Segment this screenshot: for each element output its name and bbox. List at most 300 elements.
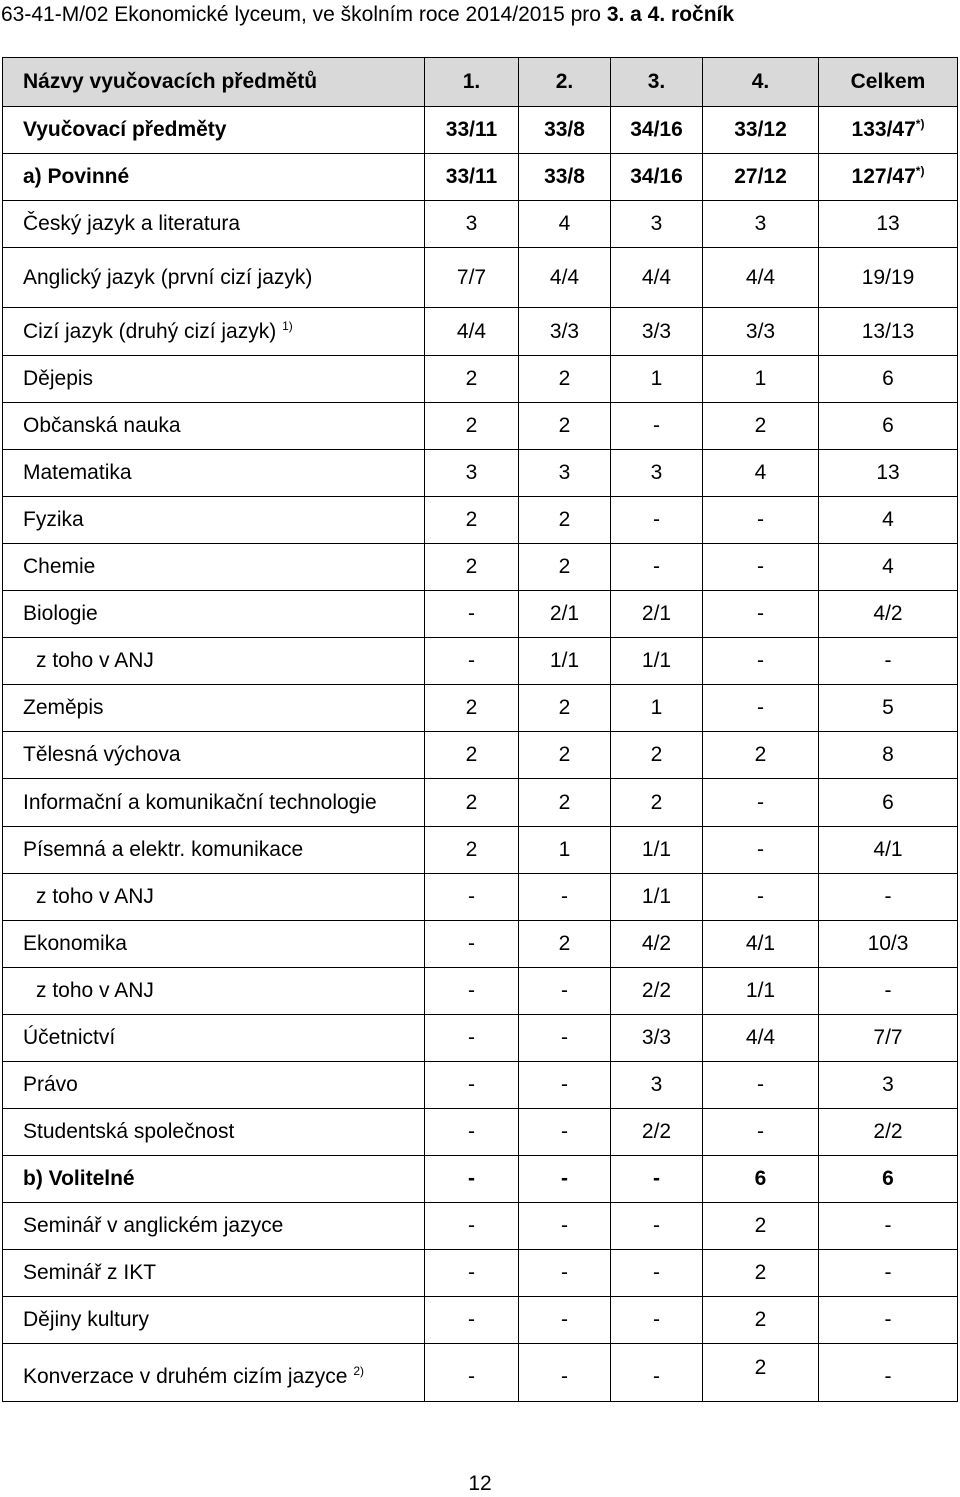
hours-year-4: [703, 1062, 819, 1109]
cell-value: -: [561, 1308, 568, 1331]
cell-value: 8: [882, 743, 894, 766]
table-row: [3, 154, 958, 201]
cell-value: 6: [882, 414, 894, 437]
subject-label: Cizí jazyk (druhý cizí jazyk): [23, 319, 277, 343]
hours-year-4: [703, 107, 819, 154]
subject-label: Tělesná výchova: [23, 743, 181, 766]
cell-value: -: [757, 649, 764, 672]
subject-name: [3, 827, 425, 874]
cell-value: 6: [882, 1167, 894, 1190]
cell-value: -: [561, 979, 568, 1002]
cell-value: 3: [465, 461, 478, 484]
table-row: [3, 248, 958, 308]
cell-value: 34/16: [630, 118, 683, 141]
hours-year-3: [611, 403, 703, 450]
cell-value: 3: [558, 461, 571, 484]
subject-label: a) Povinné: [23, 165, 130, 188]
hours-year-1: [425, 591, 519, 638]
cell-value: 2: [558, 367, 571, 390]
hours-year-3: [611, 544, 703, 591]
table-row: [3, 308, 958, 356]
hours-year-3: [611, 591, 703, 638]
cell-value: -: [653, 1167, 660, 1190]
cell-value: 6: [754, 1167, 767, 1190]
cell-value: 4: [558, 212, 571, 235]
table-header-row: [3, 58, 958, 107]
hours-year-1: [425, 1015, 519, 1062]
cell-value: 2: [558, 790, 571, 814]
cell-value: -: [561, 885, 568, 908]
table-row: [3, 201, 958, 248]
hours-year-1: [425, 732, 519, 779]
cell-value: -: [757, 790, 764, 814]
hours-total: [819, 107, 958, 154]
cell-value: -: [653, 1365, 660, 1388]
cell-value: 1: [650, 696, 663, 719]
cell-value: 2: [754, 1214, 767, 1237]
hours-year-4: [703, 1344, 819, 1402]
hours-year-2: [519, 1297, 611, 1344]
cell-value: 2: [650, 743, 663, 766]
cell-value: 13/13: [861, 319, 915, 343]
hours-year-1: [425, 403, 519, 450]
hours-year-4: [703, 591, 819, 638]
hours-total: [819, 1062, 958, 1109]
hours-year-1: [425, 497, 519, 544]
hours-year-2: [519, 732, 611, 779]
hours-year-3: [611, 356, 703, 403]
cell-value: 4: [882, 555, 894, 578]
hours-total: [819, 497, 958, 544]
cell-value: 7/7: [456, 265, 487, 289]
hours-year-2: [519, 1062, 611, 1109]
cell-value: -: [884, 1261, 892, 1284]
hours-total: [819, 450, 958, 497]
header-total: Celkem: [819, 58, 958, 107]
table-row: [3, 403, 958, 450]
table-row: [3, 827, 958, 874]
hours-year-3: [611, 921, 703, 968]
cell-value: 2/1: [641, 602, 672, 625]
cell-value: 3/3: [549, 319, 580, 343]
cell-value: 4/4: [745, 1026, 776, 1049]
header-year-3: 3.: [611, 58, 703, 107]
subject-name: [3, 544, 425, 591]
hours-year-4: [703, 779, 819, 827]
hours-year-2: [519, 107, 611, 154]
subject-name: [3, 921, 425, 968]
table-row: [3, 732, 958, 779]
subject-name: [3, 968, 425, 1015]
hours-year-1: [425, 1344, 519, 1402]
cell-value: 6: [882, 790, 894, 814]
hours-year-3: [611, 968, 703, 1015]
cell-value: 2/1: [549, 602, 580, 625]
cell-value: -: [561, 1120, 568, 1143]
cell-value: -: [468, 1261, 475, 1284]
subject-name: [3, 591, 425, 638]
hours-total: [819, 779, 958, 827]
hours-total: [819, 248, 958, 308]
subject-name: [3, 308, 425, 356]
subject-label: Český jazyk a literatura: [23, 212, 241, 235]
hours-year-4: [703, 638, 819, 685]
hours-year-2: [519, 450, 611, 497]
hours-year-4: [703, 685, 819, 732]
subject-name: [3, 685, 425, 732]
cell-value: 1: [650, 367, 663, 390]
header-year-2: 2.: [519, 58, 611, 107]
subject-name: [3, 248, 425, 308]
cell-value: 6: [882, 367, 894, 390]
hours-year-1: [425, 1156, 519, 1203]
subject-label: Právo: [23, 1073, 78, 1096]
cell-value: -: [561, 1026, 568, 1049]
subject-name: [3, 1156, 425, 1203]
hours-year-4: [703, 1250, 819, 1297]
cell-value: 2: [465, 367, 478, 390]
cell-value: -: [561, 1365, 568, 1388]
hours-year-3: [611, 308, 703, 356]
hours-year-1: [425, 968, 519, 1015]
hours-year-2: [519, 1109, 611, 1156]
hours-year-2: [519, 356, 611, 403]
subject-label: Ekonomika: [23, 932, 127, 955]
hours-total: [819, 403, 958, 450]
hours-total: [819, 685, 958, 732]
cell-value: 13: [876, 461, 900, 484]
cell-value: 1/1: [641, 649, 672, 672]
cell-value: 7/7: [873, 1026, 903, 1049]
hours-year-4: [703, 874, 819, 921]
cell-value: -: [653, 1261, 660, 1284]
hours-year-2: [519, 497, 611, 544]
header-year-4: 4.: [703, 58, 819, 107]
hours-year-2: [519, 1250, 611, 1297]
cell-value: 4/4: [456, 319, 487, 343]
subject-label: Seminář z IKT: [23, 1261, 157, 1284]
heading-emphasis: 3. a 4. ročník: [606, 3, 735, 26]
hours-year-1: [425, 356, 519, 403]
cell-value: 33/8: [544, 118, 585, 141]
footnote-marker: *): [915, 117, 925, 131]
subject-name: [3, 1015, 425, 1062]
hours-year-2: [519, 308, 611, 356]
cell-value: 3/3: [641, 319, 672, 343]
table-row: [3, 1156, 958, 1203]
hours-year-1: [425, 779, 519, 827]
hours-year-4: [703, 968, 819, 1015]
footnote-marker: *): [915, 164, 925, 178]
hours-year-4: [703, 1109, 819, 1156]
cell-value: 1: [754, 367, 767, 390]
hours-total: [819, 1344, 958, 1402]
cell-value: 19/19: [861, 265, 915, 289]
cell-value: 1: [558, 838, 571, 861]
cell-value: 5: [882, 696, 894, 719]
hours-year-4: [703, 201, 819, 248]
hours-total: [819, 968, 958, 1015]
cell-value: 1/1: [549, 649, 580, 672]
cell-value: 4/1: [873, 838, 903, 861]
cell-value: 3: [650, 212, 663, 235]
subject-label: Matematika: [23, 461, 132, 484]
footnote-marker: 1): [282, 318, 293, 333]
cell-value: -: [757, 1073, 764, 1096]
cell-value: 1/1: [641, 838, 672, 861]
cell-value: -: [757, 602, 764, 625]
cell-value: 2: [465, 790, 478, 814]
footnote-marker: 2): [353, 1364, 364, 1378]
hours-total: [819, 1156, 958, 1203]
subject-label: Písemná a elektr. komunikace: [23, 838, 304, 861]
hours-year-3: [611, 154, 703, 201]
cell-value: 127/47: [851, 165, 916, 188]
cell-value: 3: [650, 1073, 663, 1096]
table-row: [3, 685, 958, 732]
cell-value: 3/3: [641, 1026, 672, 1049]
hours-total: [819, 1109, 958, 1156]
cell-value: -: [757, 696, 764, 719]
hours-year-1: [425, 1250, 519, 1297]
cell-value: 3: [882, 1073, 894, 1096]
hours-year-3: [611, 1344, 703, 1402]
subject-label: b) Volitelné: [23, 1167, 135, 1190]
cell-value: 2: [465, 696, 478, 719]
hours-year-3: [611, 638, 703, 685]
hours-total: [819, 591, 958, 638]
table-row: [3, 1297, 958, 1344]
cell-value: -: [757, 1120, 764, 1143]
hours-year-1: [425, 248, 519, 308]
hours-year-4: [703, 356, 819, 403]
hours-year-2: [519, 874, 611, 921]
subject-name: [3, 1109, 425, 1156]
hours-year-1: [425, 1297, 519, 1344]
hours-total: [819, 1250, 958, 1297]
cell-value: -: [468, 602, 475, 625]
subject-name: [3, 201, 425, 248]
subject-label: z toho v ANJ: [36, 649, 154, 672]
hours-year-3: [611, 685, 703, 732]
cell-value: -: [757, 838, 764, 861]
cell-value: 4: [882, 508, 894, 531]
cell-value: 34/16: [630, 165, 683, 188]
cell-value: 4: [754, 461, 767, 484]
cell-value: 2: [558, 743, 571, 766]
cell-value: -: [884, 1308, 892, 1331]
cell-value: -: [653, 555, 660, 578]
header-subjects: Názvy vyučovacích předmětů: [3, 58, 425, 107]
hours-total: [819, 874, 958, 921]
cell-value: 2: [558, 696, 571, 719]
subject-label: Seminář v anglickém jazyce: [23, 1214, 284, 1237]
cell-value: 33/8: [544, 165, 585, 188]
subject-label: Zeměpis: [23, 696, 104, 719]
cell-value: -: [653, 1308, 660, 1331]
table-row: [3, 1203, 958, 1250]
cell-value: 2: [754, 1356, 767, 1379]
cell-value: 2: [754, 1308, 767, 1331]
hours-year-1: [425, 685, 519, 732]
cell-value: -: [757, 555, 764, 578]
hours-year-1: [425, 1109, 519, 1156]
cell-value: 2: [465, 555, 478, 578]
table-row: [3, 1250, 958, 1297]
hours-year-4: [703, 1015, 819, 1062]
subject-label: Anglický jazyk (první cizí jazyk): [23, 265, 313, 289]
hours-total: [819, 732, 958, 779]
subject-name: [3, 779, 425, 827]
subject-label: Konverzace v druhém cizím jazyce: [23, 1365, 348, 1388]
cell-value: 2: [650, 790, 663, 814]
subject-name: [3, 356, 425, 403]
subject-name: [3, 638, 425, 685]
subject-name: [3, 1062, 425, 1109]
cell-value: -: [468, 1167, 475, 1190]
hours-year-2: [519, 201, 611, 248]
cell-value: -: [468, 1214, 475, 1237]
hours-year-3: [611, 201, 703, 248]
hours-year-1: [425, 1062, 519, 1109]
cell-value: -: [561, 1214, 568, 1237]
cell-value: 2/2: [641, 1120, 672, 1143]
hours-year-3: [611, 1156, 703, 1203]
subject-name: [3, 497, 425, 544]
hours-year-3: [611, 1015, 703, 1062]
cell-value: 1/1: [745, 979, 776, 1002]
cell-value: 133/47: [851, 118, 916, 141]
cell-value: -: [468, 1365, 475, 1388]
hours-year-2: [519, 779, 611, 827]
subject-label: Biologie: [23, 602, 98, 625]
subject-name: [3, 732, 425, 779]
hours-year-1: [425, 450, 519, 497]
cell-value: 33/12: [734, 118, 787, 141]
cell-value: 13: [876, 212, 900, 235]
cell-value: 3: [465, 212, 478, 235]
cell-value: -: [468, 885, 475, 908]
cell-value: 2: [754, 743, 767, 766]
hours-year-2: [519, 921, 611, 968]
hours-year-4: [703, 732, 819, 779]
hours-year-1: [425, 308, 519, 356]
cell-value: 33/11: [445, 165, 498, 188]
subject-name: [3, 403, 425, 450]
subject-label: Fyzika: [23, 508, 84, 531]
cell-value: 2: [558, 508, 571, 531]
cell-value: 2: [558, 555, 571, 578]
hours-year-4: [703, 403, 819, 450]
cell-value: 2: [465, 743, 478, 766]
cell-value: -: [468, 1073, 475, 1096]
table-body: [3, 107, 958, 1402]
cell-value: 27/12: [734, 165, 787, 188]
subject-label: z toho v ANJ: [36, 885, 154, 908]
table-row: [3, 921, 958, 968]
cell-value: -: [884, 1365, 892, 1388]
hours-total: [819, 1203, 958, 1250]
subject-name: [3, 1250, 425, 1297]
cell-value: 2/2: [641, 979, 672, 1002]
hours-year-3: [611, 1297, 703, 1344]
cell-value: 3: [650, 461, 663, 484]
hours-year-2: [519, 403, 611, 450]
subject-label: Dějiny kultury: [23, 1308, 150, 1331]
hours-year-3: [611, 248, 703, 308]
subject-name: [3, 1297, 425, 1344]
subject-label: Vyučovací předměty: [23, 118, 227, 141]
cell-value: 2: [754, 1261, 767, 1284]
cell-value: 2: [465, 508, 478, 531]
table-row: [3, 779, 958, 827]
subject-label: z toho v ANJ: [36, 979, 154, 1002]
hours-year-3: [611, 1203, 703, 1250]
hours-total: [819, 1297, 958, 1344]
subject-label: Občanská nauka: [23, 414, 181, 437]
hours-total: [819, 1015, 958, 1062]
subject-label: Chemie: [23, 555, 96, 578]
hours-year-1: [425, 154, 519, 201]
cell-value: 4/2: [641, 932, 672, 955]
cell-value: -: [561, 1261, 568, 1284]
hours-year-4: [703, 1297, 819, 1344]
curriculum-table: [2, 57, 958, 1402]
cell-value: 4/2: [873, 602, 903, 625]
hours-year-3: [611, 779, 703, 827]
table-row: [3, 544, 958, 591]
cell-value: -: [561, 1167, 568, 1190]
table-row: [3, 874, 958, 921]
hours-year-3: [611, 1250, 703, 1297]
subject-name: [3, 1344, 425, 1402]
hours-year-4: [703, 154, 819, 201]
cell-value: -: [757, 885, 764, 908]
hours-year-4: [703, 308, 819, 356]
hours-total: [819, 356, 958, 403]
cell-value: -: [561, 1073, 568, 1096]
header-year-1: 1.: [425, 58, 519, 107]
cell-value: -: [653, 414, 660, 437]
hours-total: [819, 638, 958, 685]
hours-year-2: [519, 968, 611, 1015]
hours-total: [819, 308, 958, 356]
cell-value: -: [884, 979, 892, 1002]
heading-prefix: 63-41-M/02 Ekonomické lyceum, ve školním roce 2014/2015 pro: [1, 3, 607, 26]
cell-value: -: [653, 508, 660, 531]
cell-value: 2: [558, 932, 571, 955]
cell-value: 1/1: [641, 885, 672, 908]
table-row: [3, 356, 958, 403]
hours-year-2: [519, 1344, 611, 1402]
hours-year-2: [519, 154, 611, 201]
cell-value: 2/2: [873, 1120, 903, 1143]
hours-year-3: [611, 874, 703, 921]
hours-year-2: [519, 248, 611, 308]
hours-year-2: [519, 1015, 611, 1062]
hours-year-1: [425, 544, 519, 591]
hours-year-3: [611, 450, 703, 497]
cell-value: -: [884, 1214, 892, 1237]
subject-name: [3, 154, 425, 201]
hours-total: [819, 154, 958, 201]
hours-year-3: [611, 1109, 703, 1156]
cell-value: 10/3: [867, 932, 909, 955]
hours-total: [819, 827, 958, 874]
hours-total: [819, 544, 958, 591]
hours-year-1: [425, 1203, 519, 1250]
cell-value: -: [468, 932, 475, 955]
